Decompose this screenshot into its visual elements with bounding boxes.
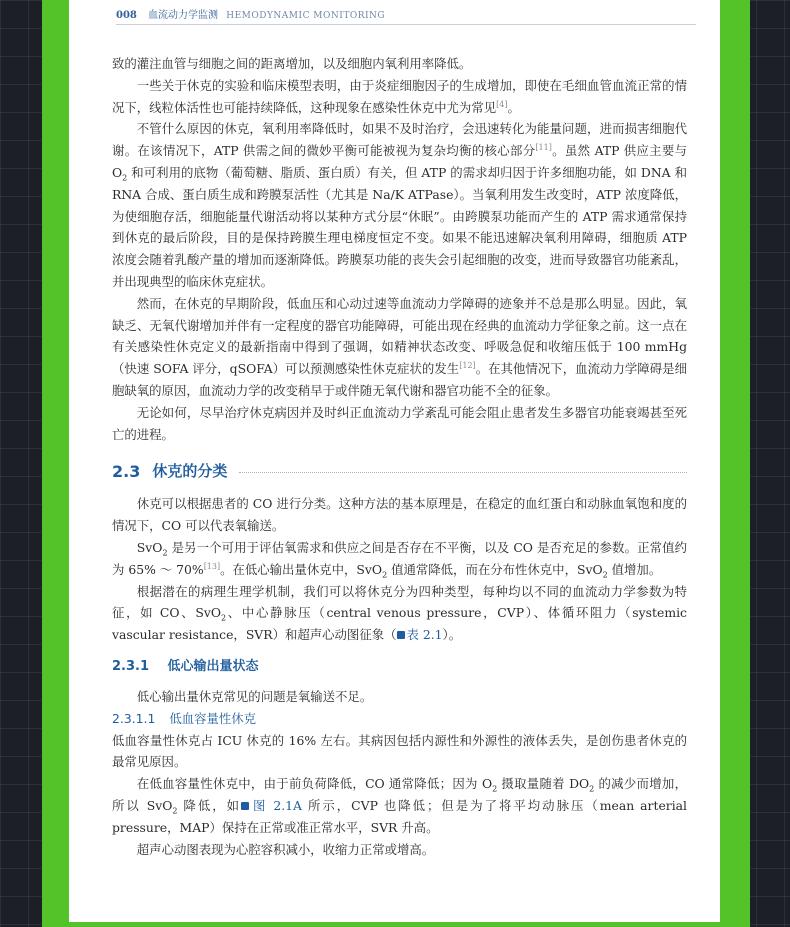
paragraph: SvO$_2$ 是另一个可用于评估氧需求和供应之间是否存在不平衡，以及 CO 是否充足的参数。正常值约为 65% ～ 70%[13]。在低心输出量休克中，SvO$_2$ 值通常降低，而在分布性休克中，SvO$_2$ 值增加。 (112, 539, 687, 580)
paragraph: 超声心动图表现为心腔容积减小，收缩力正常或增高。 (136, 841, 435, 857)
subsubsection-heading (112, 708, 687, 730)
page-number: 008 (116, 10, 137, 21)
citation: [13] (203, 561, 221, 571)
paragraph: 休克可以根据患者的 CO 进行分类。这种方法的基本原理是，在稳定的血红蛋白和动脉血氧饱和度的情况下，CO 可以代表氧输送。 (112, 496, 687, 534)
paragraph: 不管什么原因的休克，氧利用率降低时，如果不及时治疗，会迅速转化为能量问题，进而损害细胞代谢。在该情况下，ATP 供需之间的微妙平衡可能被视为复杂均衡的核心部分[11]。虽然 ATP 供应主要与 $O_2$ 和可利用的底物（葡萄糖、脂质、蛋白质）有关，但 ATP 的需求却归因于许多细胞功能，如 DNA 和 RNA 合成、蛋白质生成和跨膜泵活性（尤其是 Na/K ATPase）。当氧利用发生改变时，ATP 浓度降低，为使细胞存活，细胞能量代谢活动将以某种方式分层“休眠”。由跨膜泵功能而产生的 ATP 需求通常保持到休克的最后阶段，目的是保持跨膜生理电梯度恒定不变。如果不能迅速解决氧利用障碍，细胞质 ATP 浓度会随着乳酸产量的增加而逐渐降低。跨膜泵功能的丧失会引起细胞的改变，进而导致器官功能紊乱，并出现典型的临床休克症状。 (112, 121, 687, 289)
link-icon (397, 631, 405, 639)
running-header (116, 8, 696, 25)
book-title: 血流动力学监测 (148, 10, 219, 21)
paragraph: 然而，在休克的早期阶段，低血压和心动过速等血流动力学障碍的迹象并不总是那么明显。因此，氧缺乏、无氧代谢增加并伴有一定程度的器官功能障碍，可能出现在经典的血流动力学征象之前。这一点在有关感染性休克定义的最新指南中得到了强调，如精神状态改变、呼吸急促和收缩压低于 100 mmHg（快速 SOFA 评分，qSOFA）可以预测感染性休克症状的发生[12]。在其他情况下，血流动力学障碍是细胞缺氧的原因，血流动力学的改变稍早于或伴随无氧代谢和器官功能不全的征象。 (112, 295, 687, 398)
section-heading (112, 459, 687, 485)
subsubsection-title: 低血容量性休克 (169, 710, 257, 726)
citation: [12] (459, 361, 476, 371)
figure-link[interactable]: 图 2.1A (241, 798, 302, 813)
heading-rule (239, 472, 687, 473)
subsection-title: 低心输出量状态 (167, 658, 259, 674)
paragraph: 根据潜在的病理生理学机制，我们可以将休克分为四种类型，每种均以不同的血流动力学参数为特征，如 CO、SvO$_2$、中心静脉压（central venous pressure，CVP）、体循环阻力（systemic vascular resistance，SVR）和超声心动图征象（ 表 2.1）。 (112, 583, 687, 643)
paragraph: 低血容量性休克占 ICU 休克的 16% 左右。其病因包括内源性和外源性的液体丢失，是创伤患者休克的最常见原因。 (112, 732, 687, 770)
paragraph: 致的灌注血管与细胞之间的距离增加，以及细胞内氧利用率降低。 (112, 56, 472, 71)
section-number: 2.3 (112, 462, 141, 482)
subsection-number: 2.3.1 (112, 658, 150, 674)
citation: [4] (496, 99, 508, 109)
paragraph: 一些关于休克的实验和临床模型表明，由于炎症细胞因子的生成增加，即使在毛细血管血流正常的情况下，线粒体活性也可能持续降低，这种现象在感染性休克中尤为常见[4]。 (112, 77, 687, 115)
subsubsection-number: 2.3.1.1 (112, 710, 156, 726)
subsection-heading (112, 656, 687, 678)
section-title: 休克的分类 (152, 462, 228, 481)
paragraph: 在低血容量性休克中，由于前负荷降低，CO 通常降低；因为 $O_2$ 摄取量随着 $DO_2$ 的减少而增加，所以 SvO$_2$ 降低，如 图 2.1A 所示，CVP 也降低；但是为了将平均动脉压（mean arterial pressure，MAP）保持在正常或准正常水平，SVR 升高。 (112, 776, 688, 835)
book-page (69, 0, 720, 922)
paragraph: 无论如何，尽早治疗休克病因并及时纠正血流动力学紊乱可能会阻止患者发生多器官功能衰竭甚至死亡的进程。 (112, 404, 687, 442)
book-title-english: HEMODYNAMIC MONITORING (226, 11, 386, 21)
table-link[interactable]: 表 2.1 (397, 627, 443, 642)
link-icon (241, 802, 249, 810)
citation: [11] (535, 143, 552, 153)
paragraph: 低心输出量休克常见的问题是氧输送不足。 (136, 688, 373, 704)
page-body (112, 53, 687, 860)
